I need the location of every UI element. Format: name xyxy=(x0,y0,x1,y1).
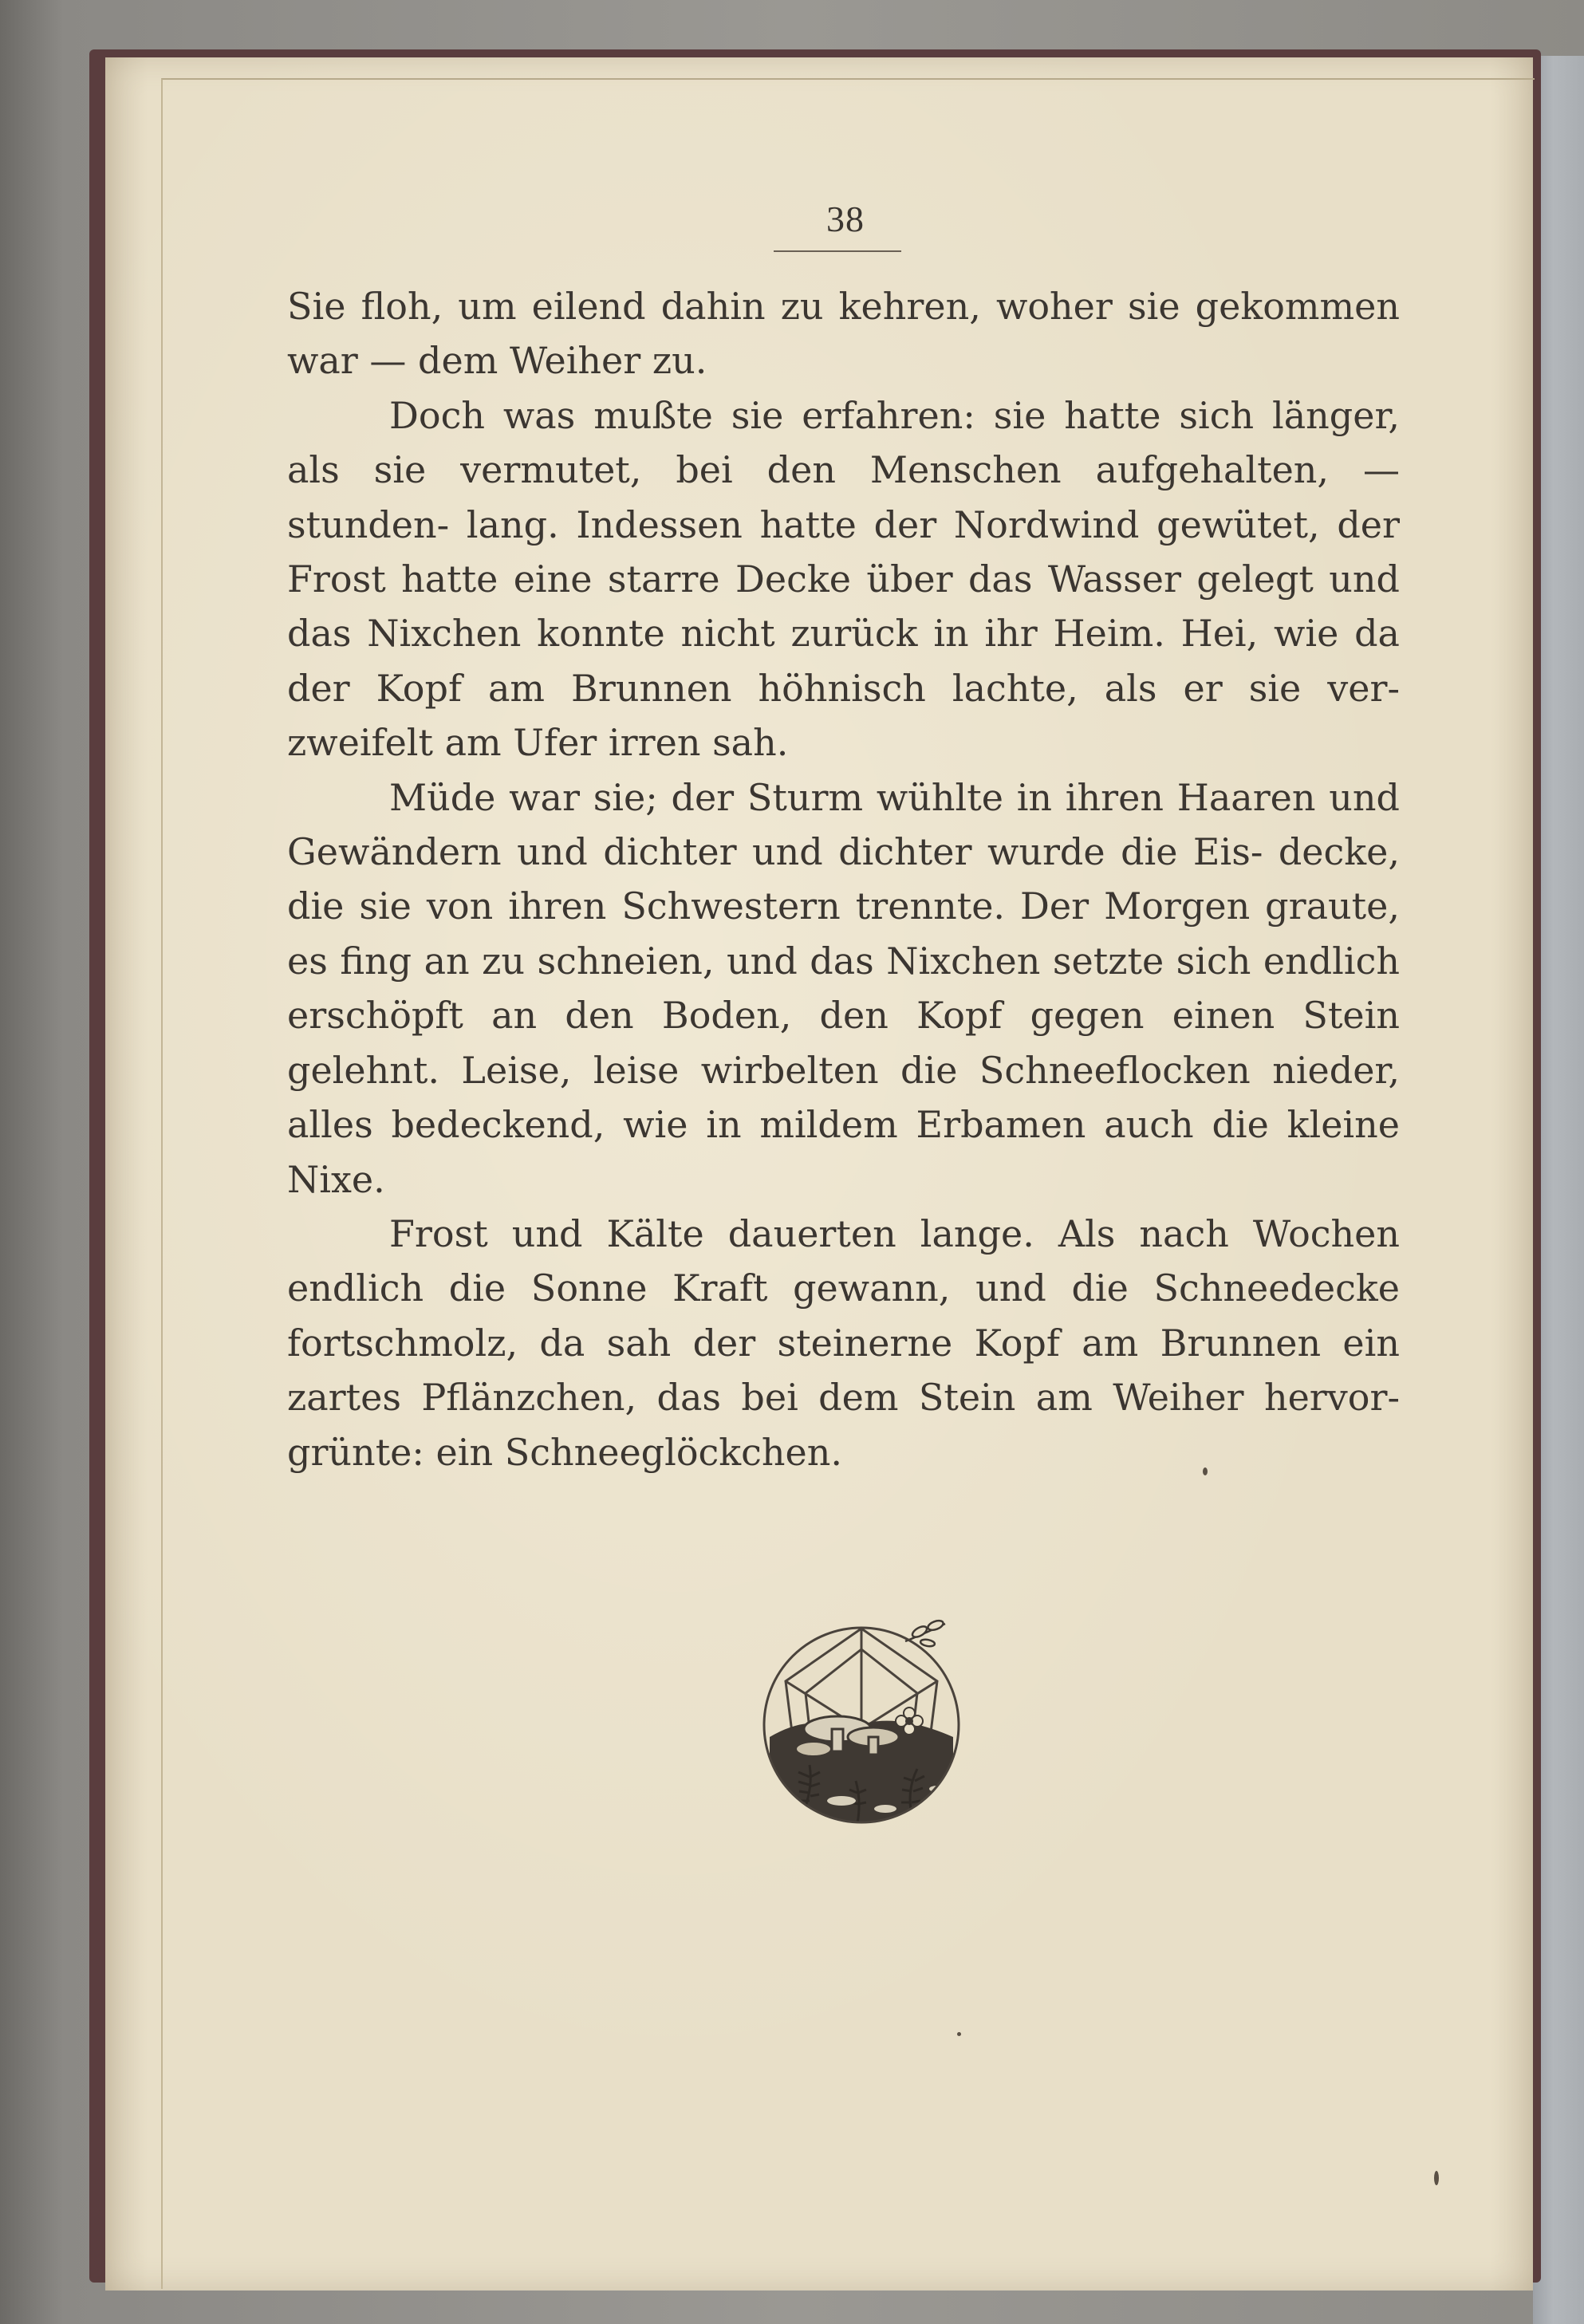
paper-speck xyxy=(957,2032,961,2036)
paragraph-1: Sie floh, um eilend dahin zu kehren, woher sie gekommen war — dem Weiher zu. xyxy=(287,285,1400,383)
page-number-rule xyxy=(774,250,901,252)
paper-speck xyxy=(1434,2171,1439,2185)
paragraph-2: Doch was mußte sie erfahren: sie hatte sich länger, als sie vermutet, bei den Menschen aufgehalten, — stunden‑ lang. Indessen hatte der Nordwind gewütet, der Frost hatte eine starre Decke über das Wasser gelegt und das Nixchen konnte nicht zurück in ihr Heim. Hei, wie da der Kopf am Brunnen höhnisch lachte, als er sie ver‑ zweifelt am Ufer irren sah. xyxy=(287,393,1400,765)
paper-speck xyxy=(1203,1467,1208,1475)
body-text xyxy=(287,279,1400,1479)
paragraph-4: Frost und Kälte dauerten lange. Als nach Wochen endlich die Sonne Kraft gewann, und die Schneedecke fortschmolz, da sah der steinerne Kopf am Brunnen ein zartes Pflänzchen, das bei dem Stein am Weiher hervor‑ grünte: ein Schneeglöckchen. xyxy=(287,1211,1400,1474)
snowdrop-vignette-icon xyxy=(754,1617,969,1833)
page-number: 38 xyxy=(826,199,865,239)
paragraph-3: Müde war sie; der Sturm wühlte in ihren Haaren und Gewändern und dichter und dichter wurde die Eis‑ decke, die sie von ihren Schwestern trennte. Der Morgen graute, es fing an zu schneien, und das Nixchen setzte sich endlich erschöpft an den Boden, den Kopf gegen einen Stein gelehnt. Leise, leise wirbelten die Schneeflocken nieder, alles bedeckend, wie in mildem Erbamen auch die kleine Nixe. xyxy=(287,775,1400,1201)
